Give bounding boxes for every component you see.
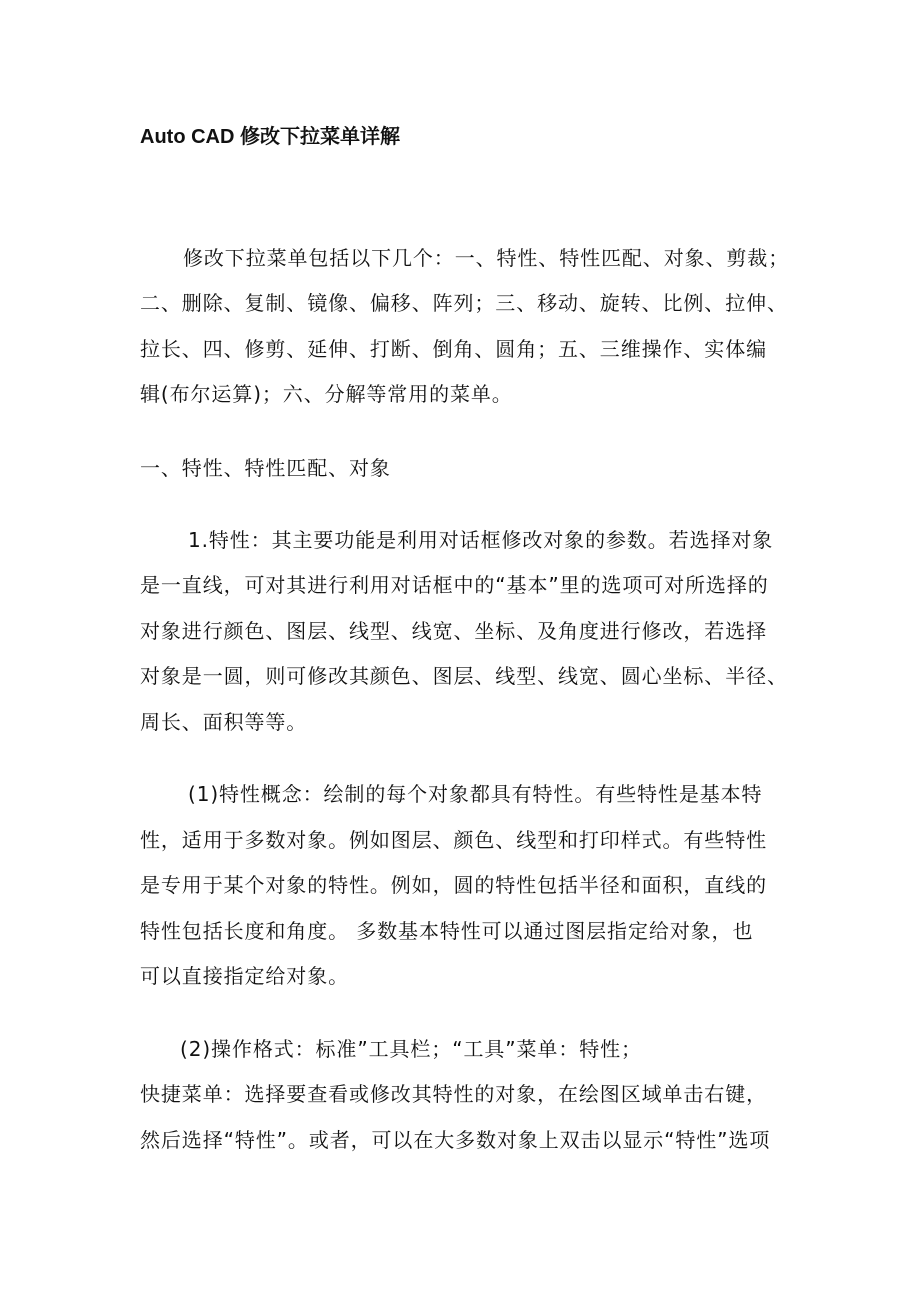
text-line: 对象是一圆，则可修改其颜色、图层、线型、线宽、圆心坐标、半径、: [140, 664, 788, 688]
text-line: 是专用于某个对象的特性。例如，圆的特性包括半径和面积，直线的: [140, 873, 767, 897]
text-line: (1)特性概念：绘制的每个对象都具有特性。有些特性是基本特: [188, 782, 763, 806]
text-line: 辑(布尔运算)；六、分解等常用的菜单。: [140, 382, 513, 406]
text-line: (2)操作格式：标准”工具栏；“工具”菜单：特性；: [180, 1037, 642, 1061]
text-line: 然后选择“特性”。或者，可以在大多数对象上双击以显示“特性”选项: [140, 1128, 771, 1152]
text-line: 修改下拉菜单包括以下几个：一、特性、特性匹配、对象、剪裁；: [183, 246, 790, 270]
text-line: 二、删除、复制、镜像、偏移、阵列；三、移动、旋转、比例、拉伸、: [140, 291, 788, 315]
text-line: 周长、面积等等。: [140, 710, 308, 734]
text-line: 拉长、四、修剪、延伸、打断、倒角、圆角；五、三维操作、实体编: [140, 337, 767, 361]
text-line: 1.特性：其主要功能是利用对话框修改对象的参数。若选择对象: [188, 528, 774, 552]
text-line: 性，适用于多数对象。例如图层、颜色、线型和打印样式。有些特性: [140, 828, 767, 852]
text-line: 快捷菜单：选择要查看或修改其特性的对象，在绘图区域单击右键，: [140, 1082, 767, 1106]
text-line: 特性包括长度和角度。 多数基本特性可以通过图层指定给对象，也: [140, 919, 754, 943]
section-heading: 一、特性、特性匹配、对象: [140, 456, 391, 480]
text-line: 是一直线，可对其进行利用对话框中的“基本”里的选项可对所选择的: [140, 573, 769, 597]
text-line: 可以直接指定给对象。: [140, 964, 349, 988]
text-line: 对象进行颜色、图层、线型、线宽、坐标、及角度进行修改，若选择: [140, 619, 767, 643]
document-title: Auto CAD 修改下拉菜单详解: [140, 126, 400, 148]
